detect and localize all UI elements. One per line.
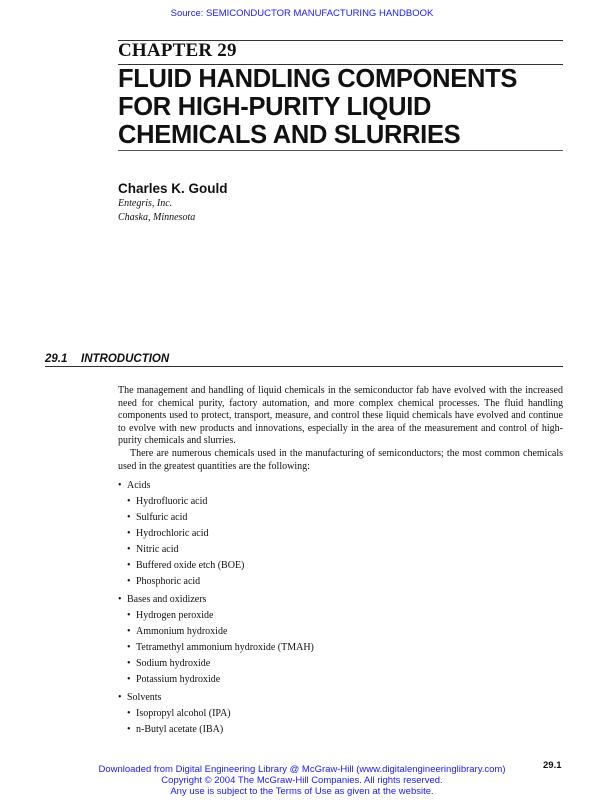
bullet-icon: • bbox=[127, 560, 131, 571]
category-label: Bases and oxidizers bbox=[127, 594, 207, 605]
list-item-label: Isopropyl alcohol (IPA) bbox=[136, 708, 231, 719]
page-number: 29.1 bbox=[543, 760, 562, 771]
footer-line[interactable]: Any use is subject to the Terms of Use as given at the website. bbox=[170, 786, 434, 797]
list-category bbox=[118, 690, 563, 706]
list-item-label: Hydrofluoric acid bbox=[136, 496, 208, 507]
chapter-title-line: CHEMICALS AND SLURRIES bbox=[118, 121, 461, 149]
list-item-label: Ammonium hydroxide bbox=[136, 626, 228, 637]
list-item-label: Sodium hydroxide bbox=[136, 658, 211, 669]
bullet-icon: • bbox=[127, 528, 131, 539]
bullet-icon: • bbox=[127, 642, 131, 653]
list-item-label: Phosphoric acid bbox=[136, 576, 201, 587]
section-title: INTRODUCTION bbox=[81, 353, 170, 365]
footer-line[interactable]: Copyright © 2004 The McGraw-Hill Companies. All rights reserved. bbox=[161, 775, 443, 786]
section-heading bbox=[45, 353, 563, 367]
paragraph: The management and handling of liquid chemicals in the semiconductor fab have evolved with the increased need for chemical purity, factory automation, and more complex chemical processes. The fluid handling components used to protect, transport, measure, and control these liquid chemicals have evolved and continue to evolve with new products and innovations, especially in the area of the measurement and control of high-purity chemicals and slurries. bbox=[118, 385, 563, 447]
list-item bbox=[118, 542, 563, 558]
list-item bbox=[118, 656, 563, 672]
list-item bbox=[118, 574, 563, 590]
list-item bbox=[118, 494, 563, 510]
footer bbox=[0, 764, 604, 797]
bullet-icon: • bbox=[118, 594, 122, 605]
bullet-icon: • bbox=[118, 480, 122, 491]
footer-line[interactable]: Downloaded from Digital Engineering Library @ McGraw-Hill (www.digitalengineeringlibrary.com) bbox=[98, 764, 506, 775]
bullet-icon: • bbox=[127, 708, 131, 719]
bullet-icon: • bbox=[127, 610, 131, 621]
list-item bbox=[118, 624, 563, 640]
list-item bbox=[118, 558, 563, 574]
title-rule bbox=[118, 150, 563, 151]
category-label: Solvents bbox=[127, 692, 162, 703]
author-organization: Entegris, Inc. bbox=[118, 198, 173, 209]
list-item bbox=[118, 510, 563, 526]
chapter-title bbox=[118, 65, 568, 149]
bullet-icon: • bbox=[127, 674, 131, 685]
category-label: Acids bbox=[127, 480, 151, 491]
bullet-icon: • bbox=[127, 626, 131, 637]
body-text bbox=[118, 385, 563, 473]
list-item-label: Hydrogen peroxide bbox=[136, 610, 214, 621]
list-item bbox=[118, 640, 563, 656]
bullet-icon: • bbox=[127, 576, 131, 587]
list-item-label: Potassium hydroxide bbox=[136, 674, 221, 685]
list-item bbox=[118, 608, 563, 624]
list-item bbox=[118, 672, 563, 688]
list-item-label: Nitric acid bbox=[136, 544, 179, 555]
author-location: Chaska, Minnesota bbox=[118, 212, 196, 223]
chapter-label: CHAPTER 29 bbox=[118, 40, 237, 61]
chemical-list bbox=[118, 476, 563, 738]
list-item-label: Hydrochloric acid bbox=[136, 528, 209, 539]
bullet-icon: • bbox=[127, 544, 131, 555]
list-category bbox=[118, 478, 563, 494]
list-item bbox=[118, 526, 563, 542]
author-name: Charles K. Gould bbox=[118, 181, 228, 196]
bullet-icon: • bbox=[127, 658, 131, 669]
bullet-icon: • bbox=[118, 692, 122, 703]
paragraph: There are numerous chemicals used in the manufacturing of semiconductors; the most common chemicals used in the greatest quantities are the following: bbox=[118, 447, 563, 472]
chapter-title-line: FLUID HANDLING COMPONENTS bbox=[118, 65, 518, 93]
list-item bbox=[118, 722, 563, 738]
chapter-title-line: FOR HIGH-PURITY LIQUID bbox=[118, 93, 432, 121]
list-item-label: Tetramethyl ammonium hydroxide (TMAH) bbox=[136, 642, 314, 653]
list-item bbox=[118, 706, 563, 722]
bullet-icon: • bbox=[127, 512, 131, 523]
list-item-label: Sulfuric acid bbox=[136, 512, 188, 523]
section-number: 29.1 bbox=[45, 353, 68, 365]
list-category bbox=[118, 592, 563, 608]
source-header[interactable]: Source: SEMICONDUCTOR MANUFACTURING HANDBOOK bbox=[170, 8, 434, 19]
bullet-icon: • bbox=[127, 496, 131, 507]
list-item-label: n-Butyl acetate (IBA) bbox=[136, 724, 224, 735]
list-item-label: Buffered oxide etch (BOE) bbox=[136, 560, 245, 571]
bullet-icon: • bbox=[127, 724, 131, 735]
